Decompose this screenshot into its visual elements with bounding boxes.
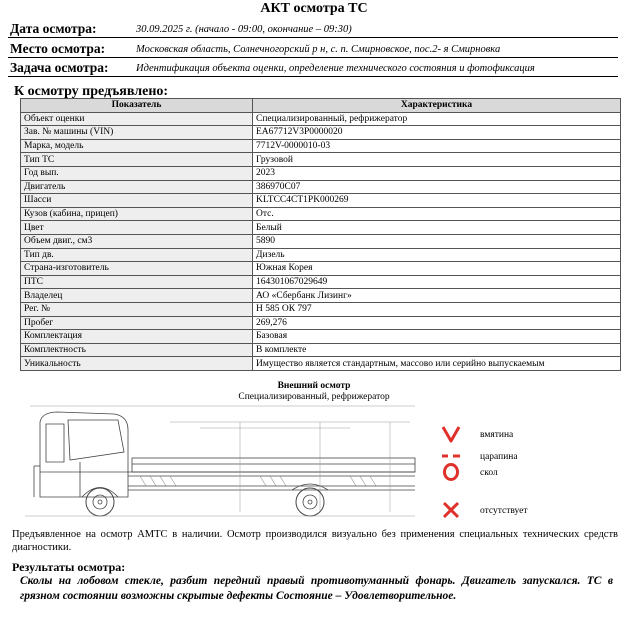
exterior-title: Внешний осмотр	[277, 381, 351, 391]
presented-heading: К осмотру предъявлено:	[14, 84, 169, 99]
legend-item-chip	[430, 462, 620, 482]
missing-x-icon	[440, 500, 462, 520]
row-label: Объем двиг., см3	[21, 234, 253, 248]
document-title: АКТ осмотра ТС	[260, 1, 368, 16]
table-row	[21, 262, 621, 276]
legend-label-chip: скол	[480, 468, 498, 478]
column-header-param: Показатель	[21, 99, 253, 113]
row-value: Н 585 ОК 797	[253, 302, 621, 316]
table-row	[21, 221, 621, 235]
row-label: Тип ТС	[21, 153, 253, 167]
row-value: 7712V-0000010-03	[253, 139, 621, 153]
damage-legend	[430, 424, 620, 524]
table-row	[21, 194, 621, 208]
row-value: 5890	[253, 234, 621, 248]
inspection-task-row	[8, 59, 618, 77]
table-row	[21, 153, 621, 167]
exterior-subtitle: Специализированный, рефрижератор	[238, 392, 390, 402]
inspection-date-label: Дата осмотра:	[10, 21, 97, 36]
row-label: Владелец	[21, 289, 253, 303]
row-value: 164301067029649	[253, 275, 621, 289]
legend-item-missing	[430, 500, 620, 520]
row-label: Марка, модель	[21, 139, 253, 153]
row-label: Двигатель	[21, 180, 253, 194]
row-label: ПТС	[21, 275, 253, 289]
table-row	[21, 112, 621, 126]
table-row	[21, 343, 621, 357]
row-value: Южная Корея	[253, 262, 621, 276]
row-value: Белый	[253, 221, 621, 235]
row-label: Год вып.	[21, 166, 253, 180]
row-value: Специализированный, рефрижератор	[253, 112, 621, 126]
table-row	[21, 180, 621, 194]
table-row	[21, 248, 621, 262]
row-label: Зав. № машины (VIN)	[21, 126, 253, 140]
row-value: Грузовой	[253, 153, 621, 167]
table-row	[21, 275, 621, 289]
truck-side-drawing	[20, 402, 420, 520]
row-value: KLTCC4CT1PK000269	[253, 194, 621, 208]
row-value: Отс.	[253, 207, 621, 221]
row-label: Цвет	[21, 221, 253, 235]
table-row	[21, 166, 621, 180]
legend-label-scratch: царапина	[480, 452, 518, 462]
row-value: 2023	[253, 166, 621, 180]
results-heading: Результаты осмотра:	[12, 560, 126, 574]
vehicle-spec-table	[20, 98, 621, 371]
row-label: Шасси	[21, 194, 253, 208]
inspection-task-value: Идентификация объекта оценки, определение технического состояния и фотофиксация	[136, 63, 535, 74]
row-value: 269,276	[253, 316, 621, 330]
table-row	[21, 302, 621, 316]
row-label: Тип дв.	[21, 248, 253, 262]
row-value: 386970C07	[253, 180, 621, 194]
table-row	[21, 126, 621, 140]
inspection-place-row	[8, 40, 618, 58]
row-value: EA67712V3P0000020	[253, 126, 621, 140]
table-row	[21, 357, 621, 371]
table-row	[21, 207, 621, 221]
table-row	[21, 289, 621, 303]
row-label: Объект оценки	[21, 112, 253, 126]
row-label: Рег. №	[21, 302, 253, 316]
table-row	[21, 234, 621, 248]
inspection-task-label: Задача осмотра:	[10, 60, 109, 75]
column-header-value: Характеристика	[253, 99, 621, 113]
row-label: Комплектность	[21, 343, 253, 357]
row-label: Уникальность	[21, 357, 253, 371]
table-header-row	[21, 99, 621, 113]
table-row	[21, 330, 621, 344]
inspection-date-value: 30.09.2025 г. (начало - 09:00, окончание – 09:30)	[136, 24, 352, 35]
row-label: Пробег	[21, 316, 253, 330]
legend-label-dent: вмятина	[480, 430, 514, 440]
chip-o-icon	[440, 462, 462, 482]
row-value: Базовая	[253, 330, 621, 344]
results-text: Сколы на лобовом стекле, разбит передний правый противотуманный фонарь. Двигатель запускался. ТС в грязном состоянии возможны скрытые дефекты Состояние – Удовлетворительное.	[20, 575, 613, 602]
dent-v-icon	[440, 424, 462, 444]
row-label: Комплектация	[21, 330, 253, 344]
inspection-place-value: Московская область, Солнечногорский р н, с. п. Смирновское, пос.2- я Смирновка	[136, 44, 501, 55]
row-label: Кузов (кабина, прицеп)	[21, 207, 253, 221]
table-row	[21, 316, 621, 330]
row-value: Дизель	[253, 248, 621, 262]
row-value: В комплекте	[253, 343, 621, 357]
inspection-date-row	[8, 20, 618, 38]
legend-label-missing: отсутствует	[480, 506, 528, 516]
row-value: АО «Сбербанк Лизинг»	[253, 289, 621, 303]
row-label: Страна-изготовитель	[21, 262, 253, 276]
table-row	[21, 139, 621, 153]
inspection-place-label: Место осмотра:	[10, 41, 106, 56]
legend-item-dent	[430, 424, 620, 444]
inspection-description: Предъявленное на осмотр АМТС в наличии. Осмотр производился визуально без применения специальных технических средств диагностики.	[12, 529, 618, 553]
row-value: Имущество является стандартным, массово или серийно выпускаемым	[253, 357, 621, 371]
